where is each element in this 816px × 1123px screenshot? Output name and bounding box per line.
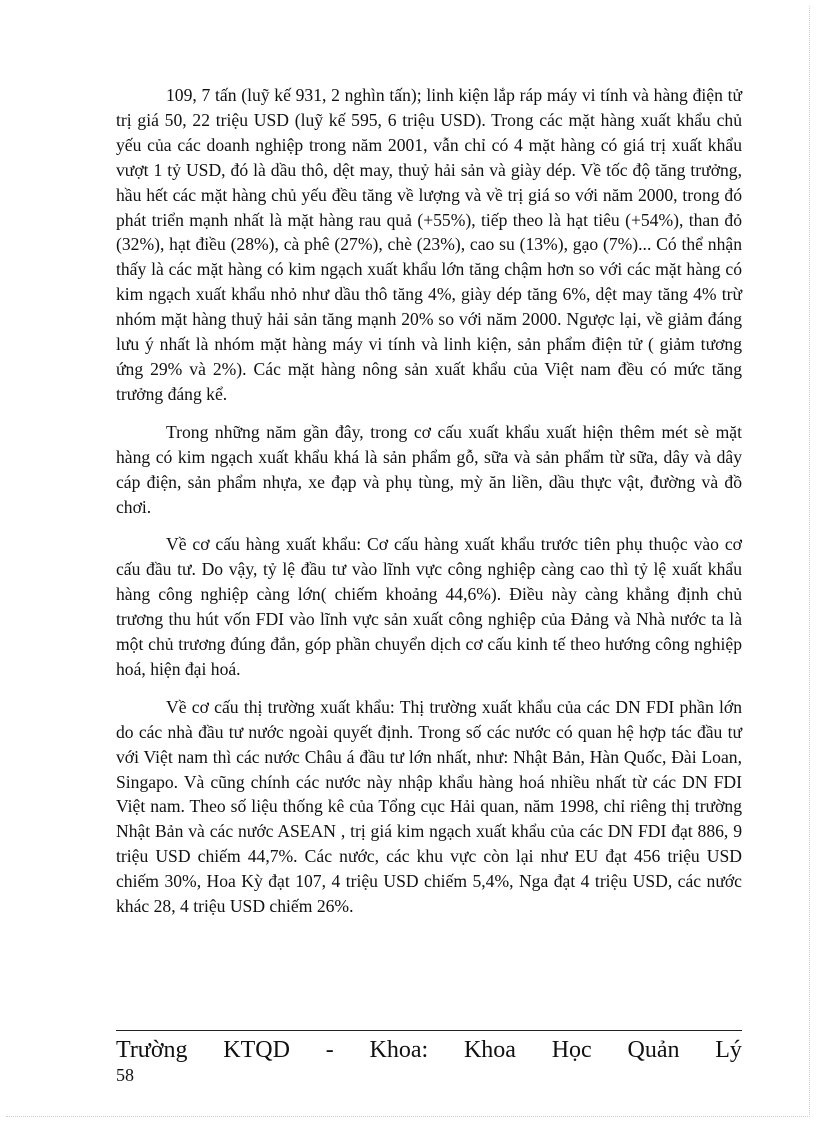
paragraph-2: Trong những năm gần đây, trong cơ cấu xuất khẩu xuất hiện thêm mét sè mặt hàng có kim ngạch xuất khẩu khá là sản phẩm gỗ, sữa và sản phẩm từ sữa, dây và dây cáp điện, sản phẩm nhựa, xe đạp và phụ tùng, mỳ ăn liền, dầu thực vật, đường và đồ chơi. bbox=[116, 421, 742, 517]
page-number: 58 bbox=[116, 1065, 134, 1085]
document-body bbox=[116, 83, 742, 932]
footer-word: Lý bbox=[715, 1037, 742, 1063]
footer-word: Khoa bbox=[463, 1037, 516, 1063]
footer-word: Học bbox=[551, 1037, 592, 1063]
footer-word: Khoa: bbox=[369, 1037, 429, 1063]
footer-word: KTQD bbox=[223, 1037, 290, 1063]
footer-word: Trường bbox=[116, 1037, 188, 1063]
paragraph-3: Về cơ cấu hàng xuất khẩu: Cơ cấu hàng xuất khẩu trước tiên phụ thuộc vào cơ cấu đầu tư. Do vậy, tỷ lệ đầu tư vào lĩnh vực công nghiệp càng cao thì tỷ lệ xuất khẩu hàng công nghiệp càng lớn( chiếm khoảng 44,6%). Điều này càng khẳng định chủ trương thu hút vốn FDI vào lĩnh vực sản xuất công nghiệp của Đảng và Nhà nước ta là một chủ trương đúng đắn, góp phần chuyển dịch cơ cấu kinh tế theo hướng công nghiệp hoá, hiện đại hoá. bbox=[116, 534, 742, 679]
footer-divider bbox=[116, 1030, 742, 1031]
footer-institution bbox=[116, 1036, 742, 1064]
paragraph-1: 109, 7 tấn (luỹ kế 931, 2 nghìn tấn); linh kiện lắp ráp máy vi tính và hàng điện tử trị giá 50, 22 triệu USD (luỹ kế 595, 6 triệu USD). Trong các mặt hàng xuất khẩu chủ yếu của các doanh nghiệp trong năm 2001, vẫn chỉ có 4 mặt hàng có giá trị xuất khẩu vượt 1 tỷ USD, đó là dầu thô, dệt may, thuỷ hải sản và giày dép. Về tốc độ tăng trưởng, hầu hết các mặt hàng chủ yếu đều tăng về lượng và về trị giá so với năm 2000, trong đó phát triển mạnh nhất là mặt hàng rau quả (+55%), tiếp theo là hạt tiêu (+54%), than đỏ (32%), hạt điều (28%), cà phê (27%), chè (23%), cao su (13%), gạo (7%)... Có thể nhận thấy là các mặt hàng có kim ngạch xuất khẩu lớn tăng chậm hơn so với các mặt hàng có kim ngạch xuất khẩu nhỏ như dầu thô tăng 4%, giày dép tăng 6%, dệt may tăng 4% trừ nhóm mặt hàng thuỷ hải sản tăng mạnh 20% so với năm 2000. Ngược lại, về giảm đáng lưu ý nhất là nhóm mặt hàng máy vi tính và linh kiện, sản phẩm điện tử ( giảm tương ứng 29% và 2%). Các mặt hàng nông sản xuất khẩu của Việt nam đều có mức tăng trưởng đáng kể. bbox=[116, 85, 742, 404]
footer-word: Quản bbox=[627, 1037, 680, 1063]
footer-word: - bbox=[325, 1037, 334, 1063]
paragraph-4: Về cơ cấu thị trường xuất khẩu: Thị trường xuất khẩu của các DN FDI phần lớn do các nhà đầu tư nước ngoài quyết định. Trong số các nước có quan hệ hợp tác đầu tư với Việt nam thì các nước Châu á đầu tư lớn nhất, như: Nhật Bản, Hàn Quốc, Đài Loan, Singapo. Và cũng chính các nước này nhập khẩu hàng hoá nhiều nhất từ các DN FDI Việt nam. Theo số liệu thống kê của Tổng cục Hải quan, năm 1998, chỉ riêng thị trường Nhật Bản và các nước ASEAN , trị giá kim ngạch xuất khẩu của các DN FDI đạt 886, 9 triệu USD chiếm 44,7%. Các nước, các khu vực còn lại như EU đạt 456 triệu USD chiếm 30%, Hoa Kỳ đạt 107, 4 triệu USD chiếm 5,4%, Nga đạt 4 triệu USD, các nước khác 28, 4 triệu USD chiếm 26%. bbox=[116, 696, 742, 917]
